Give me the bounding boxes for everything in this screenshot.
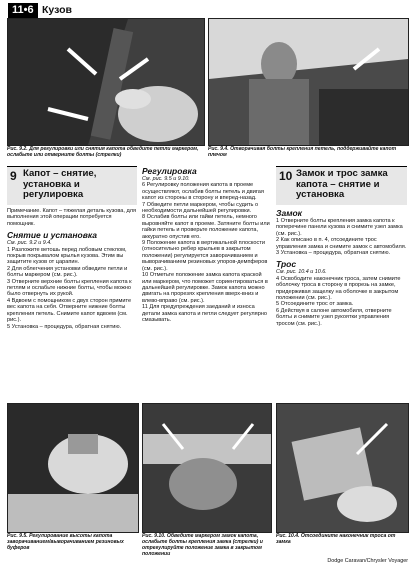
- photo-fig-9-5: [7, 403, 139, 533]
- subheading-adjustment: Регулировка: [142, 166, 197, 176]
- para: 1 Отверните болты крепления замка капота к поперечине панели кузова и снимите узел замка (см. рис.).: [276, 218, 403, 237]
- photo-fig-9-2: [7, 18, 205, 146]
- para: 1 Разложите ветошь перед лобовым стеклом, покрыв покрывалом крылья кузова. Этим вы защитите кузов от царапин.: [7, 246, 127, 266]
- note: Примечание. Капот – тяжелая деталь кузова, для выполнения этой операции потребуется помощник.: [7, 208, 137, 227]
- caption-fig-9-2: Рис. 9.2. Для регулировки или снятия капота обведите петли маркером, ослабьте или отверните болты (стрелки): [7, 146, 199, 158]
- ref-adjustment: См. рис. 9.5 и 9.10.: [142, 176, 190, 182]
- subheading-cable: Трос: [276, 259, 297, 270]
- column-3-text: [276, 208, 407, 327]
- caption-fig-9-4: Рис. 9.4. Отворачивая болты крепления петель, поддерживайте капот плечом: [208, 146, 397, 158]
- section-9-number: 9: [10, 169, 17, 183]
- para: 11 Для предупреждения заеданий и износа детали замка капота и петли следует регулярно смазывать.: [142, 304, 268, 323]
- para: 9 Положение капота в вертикальной плоскости (относительно ребер крыльев в закрытом положении) регулируется заворачиванием и выворачиванием резиновых упоров-демпферов (см. рис.).: [142, 240, 268, 272]
- caption-fig-9-5: Рис. 9.5. Регулирование высоты капота заворачиванием/выворачиванием резиновых буферов: [7, 533, 124, 551]
- para: 6 Действуя в салоне автомобиля, отверните болты и снимите узел рукоятки управления тросом (см. рис.).: [276, 307, 392, 327]
- para: 10 Отметьте положение замка капота краской или маркером, что поможет сориентироваться в дальнейшей регулировке. Замок капота можно двигать на прорезях крепления вверх-вниз и влево-вправо (см. рис.).: [142, 272, 268, 304]
- para: 2 Для облегчения установки обведите петли и болты маркером (см. рис.).: [7, 265, 128, 279]
- footer-vehicle: Dodge Caravan/Chrysler Voyager: [327, 558, 408, 564]
- page-title: Кузов: [42, 4, 72, 16]
- para: 2 Как описано в п. 4, отсоедините трос управления замка и снимите замок с автомобиля.: [276, 237, 407, 250]
- para: 3 Отверните верхние болты крепления капота к петлям и ослабьте нижние болты, чтобы можно было отвернуть их рукой.: [7, 278, 132, 298]
- para: 4 Вдвоем с помощником с двух сторон примите вес капота на себя. Отверните нижние болты крепления петель. Снимите капот вдвоем (см. рис.).: [7, 297, 132, 324]
- para: 8 Ослабив болты или гайки петель, немного выровняйте капот в проеме. Затяните болты или гайки петель и проверьте положение капота, аккуратно опустив его.: [142, 214, 270, 240]
- subheading-lock: Замок: [276, 208, 302, 218]
- ref-cable: См. рис. 10.4 и 10.6.: [276, 269, 327, 276]
- section-9-title: Капот – снятие, установка и регулировка: [23, 168, 97, 200]
- subheading-removal: Снятие и установка: [7, 230, 98, 241]
- para: 7 Обведите петли маркером, чтобы судить о необходимости дальнейшей регулировки.: [142, 201, 259, 215]
- para: 5 Установка – процедура, обратная снятию.: [7, 323, 122, 330]
- caption-fig-9-10: Рис. 9.10. Обведите маркером замок капота, ослабьте болты крепления замка (стрелки) и отрегулируйте положение замка в закрытом положении: [142, 533, 263, 557]
- chapter-number: 11•6: [8, 3, 38, 18]
- column-2-text: [142, 166, 270, 323]
- ref-removal: См. рис. 9.2 и 9.4.: [7, 240, 52, 247]
- para: 5 Отсоедините трос от замка.: [276, 301, 354, 308]
- para: 3 Установка – процедура, обратная снятию.: [276, 250, 391, 257]
- para: 4 Освободите наконечник троса, затем снимите оболочку троса в сторону в прорезь на замке, придерживая защелку на оболочке в закрытом положении (см. рис.).: [276, 275, 401, 302]
- section-10-number: 10: [279, 169, 293, 183]
- para: 6 Регулировку положения капота в проеме осуществляют, ослабив болты петель и двигая капот из стороны в сторону и вперед-назад.: [142, 182, 264, 202]
- section-10-heading: [276, 166, 407, 205]
- photo-fig-10-4: [276, 403, 409, 533]
- photo-fig-9-4: [208, 18, 409, 146]
- caption-fig-10-4: Рис. 10.4. Отсоедините наконечник троса от замка: [276, 533, 396, 545]
- column-1-text: [7, 208, 137, 330]
- section-10-title: Замок и трос замка капота – снятие и установка: [296, 168, 388, 200]
- photo-fig-9-10: [142, 403, 272, 533]
- section-9-heading: [7, 166, 137, 205]
